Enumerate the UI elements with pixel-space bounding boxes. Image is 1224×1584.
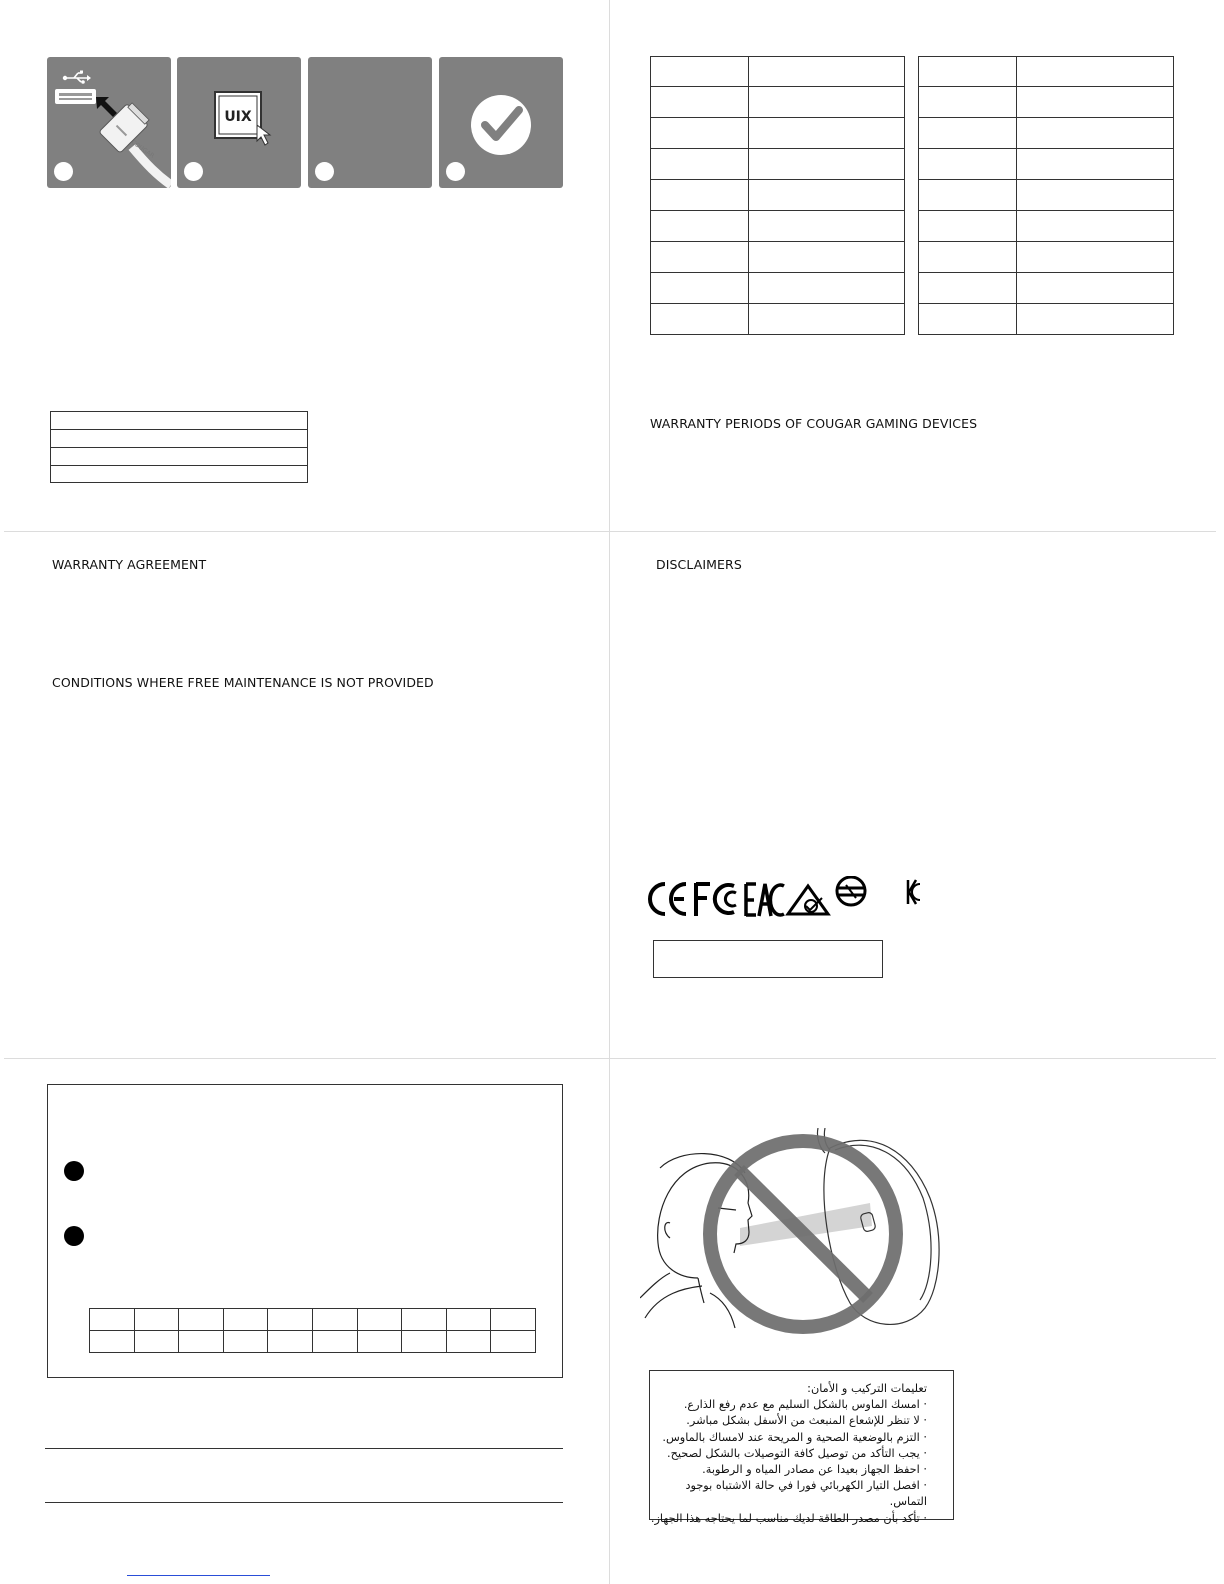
signature-line-2 — [45, 1502, 563, 1503]
arabic-safety-item: · لا تنظر للإشعاع المنبعث من الأسفل بشكل مباشر. — [686, 1414, 927, 1428]
warranty-agreement-heading: WARRANTY AGREEMENT — [52, 557, 207, 572]
warranty-periods-heading: WARRANTY PERIODS OF COUGAR GAMING DEVICES — [650, 416, 978, 431]
spec-table-small — [50, 411, 308, 483]
horizontal-fold-line-2 — [4, 1058, 1216, 1059]
arabic-safety-item: · احفظ الجهاز بعيدا عن مصادر المياه و الرطوبة. — [702, 1463, 927, 1477]
eac-mark-icon — [746, 884, 784, 916]
arabic-safety-title: تعليمات التركيب و الأمان: — [807, 1382, 927, 1395]
step-number-2 — [184, 162, 203, 181]
bullet-dot-2 — [64, 1226, 84, 1246]
rcm-mark-icon — [788, 886, 828, 914]
certification-logos — [646, 876, 936, 924]
vertical-fold-line — [609, 0, 610, 1584]
ce-mark-icon — [650, 884, 686, 914]
serial-grid — [89, 1308, 536, 1353]
install-step-1 — [47, 57, 171, 188]
kc-mark-icon — [908, 880, 920, 904]
uix-label: UIX — [224, 109, 252, 125]
signature-line-1 — [45, 1448, 563, 1449]
arabic-safety-box — [649, 1370, 954, 1525]
arabic-safety-item: · التزم بالوضعية الصحية و المريحة عند لامساك بالماوس. — [662, 1430, 927, 1444]
fcc-mark-icon — [696, 883, 736, 916]
usb-brand: COUGAR — [129, 138, 156, 160]
warranty-table-right — [918, 56, 1174, 335]
conditions-heading: CONDITIONS WHERE FREE MAINTENANCE IS NOT PROVIDED — [52, 675, 434, 690]
arabic-safety-item: · يجب التأكد من توصيل كافة التوصيلات بالشكل لصحيح. — [667, 1446, 927, 1460]
horizontal-fold-line-1 — [4, 531, 1216, 532]
disclaimers-heading: DISCLAIMERS — [656, 557, 742, 572]
no-stare-warning-illustration — [640, 1128, 960, 1348]
arabic-safety-item: · تأكد بأن مصدر الطاقة لديك مناسب لما يحتاجه هذا الجهاز. — [650, 1511, 927, 1525]
install-step-4 — [439, 57, 563, 188]
warranty-table-left — [650, 56, 905, 335]
step-number-3 — [315, 162, 334, 181]
certification-info-box — [653, 940, 883, 978]
bsmi-mark-icon — [837, 877, 865, 905]
arabic-safety-item: · امسك الماوس بالشكل السليم مع عدم رفع الذارع. — [683, 1398, 927, 1412]
website-link-underline[interactable] — [127, 1575, 270, 1576]
bullet-dot-1 — [64, 1161, 84, 1181]
arabic-safety-item: · افصل التيار الكهربائي فورا في حالة الاشتباه بوجود التماس. — [685, 1479, 927, 1509]
install-step-3 — [308, 57, 432, 188]
install-step-2 — [177, 57, 301, 188]
step-number-4 — [446, 162, 465, 181]
step-number-1 — [54, 162, 73, 181]
